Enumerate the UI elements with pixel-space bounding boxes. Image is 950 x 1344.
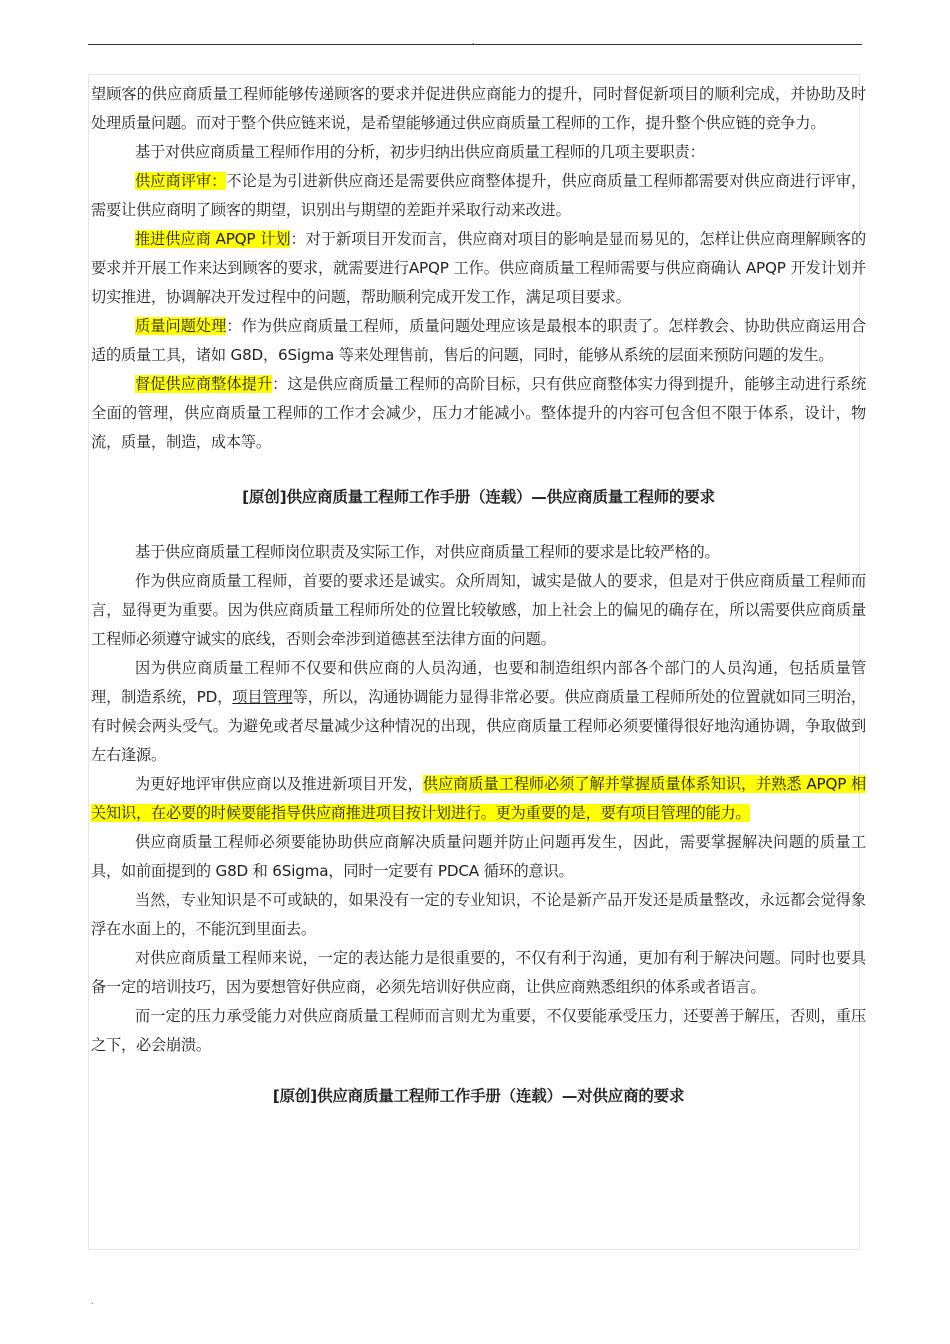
duty-text: ：对于新项目开发而言，供应商对项目的影响是显而易见的，怎样让供应商理解顾客的要求并开展工作来达到顾客的要求，就需要进行APQP 工作。供应商质量工程师需要与供应商确认 APQP 开发计划并切实推进，协调解决开发过程中的问题，帮助顺利完成开发工作，满足项目要求。	[91, 230, 866, 306]
duty-overall-improvement	[91, 370, 866, 457]
section-title-sqe-requirements: [原创]供应商质量工程师工作手册（连载）—供应商质量工程师的要求	[242, 488, 715, 506]
spacer	[91, 457, 866, 483]
duty-supplier-review	[91, 167, 866, 225]
paragraph-quality-tools: 供应商质量工程师必须要能协助供应商解决质量问题并防止问题再发生，因此，需要掌握解决问题的质量工具，如前面提到的 G8D 和 6Sigma，同时一定要有 PDCA 循环的意识。	[91, 833, 866, 880]
duty-quality-issues	[91, 312, 866, 370]
paragraph-expertise: 当然，专业知识是不可或缺的，如果没有一定的专业知识，不论是新产品开发还是质量整改，永远都会觉得象浮在水面上的，不能沉到里面去。	[91, 891, 866, 938]
paragraph-knowledge	[91, 770, 866, 828]
paragraph-communication	[91, 654, 866, 770]
paragraph-honesty: 作为供应商质量工程师，首要的要求还是诚实。众所周知，诚实是做人的要求，但是对于供应商质量工程师而言，显得更为重要。因为供应商质量工程师所处的位置比较敏感，加上社会上的偏见的确存在，所以需要供应商质量工程师必须遵守诚实的底线，否则会牵涉到道德甚至法律方面的问题。	[91, 572, 866, 648]
paragraph-intro: 望顾客的供应商质量工程师能够传递顾客的要求并促进供应商能力的提升，同时督促新项目的顺利完成，并协助及时处理质量问题。而对于整个供应链来说，是希望能够通过供应商质量工程师的工作，提升整个供应链的竞争力。	[91, 85, 866, 132]
header-rule	[88, 44, 862, 45]
highlight-knowledge: 供应商质量工程师必须了解并掌握质量体系知识，并熟悉 APQP 相关知识，在必要的时候要能指导供应商推进项目按计划进行。更为重要的是，要有项目管理的能力。	[91, 775, 867, 822]
highlight-term: 供应商评审：	[135, 172, 227, 190]
project-management-link[interactable]: 项目管理	[232, 688, 293, 706]
section-title-supplier-requirements: [原创]供应商质量工程师工作手册（连载）—对供应商的要求	[272, 1087, 685, 1105]
duty-text: 不论是为引进新供应商还是需要供应商整体提升，供应商质量工程师都需要对供应商进行评审，需要让供应商明了顾客的期望，识别出与期望的差距并采取行动来改进。	[91, 172, 866, 219]
spacer	[91, 512, 866, 538]
footer-dot: .	[91, 1297, 94, 1306]
highlight-term: 督促供应商整体提升	[135, 375, 273, 393]
text-run: 因为供应商质量工程师不仅要和供应商的人员沟通，也要和制造组织内部各个部门的人员沟通，包括质量管理，制造系统，PD，	[91, 659, 866, 706]
duty-text: ：作为供应商质量工程师，质量问题处理应该是最根本的职责了。怎样教会、协助供应商运用合适的质量工具，诸如 G8D，6Sigma 等来处理售前，售后的问题，同时，能够从系统的层面来预防问题的发生。	[91, 317, 866, 364]
text-run: 为更好地评审供应商以及推进新项目开发，	[135, 775, 423, 793]
spacer	[91, 1060, 866, 1082]
document-body	[91, 80, 866, 1111]
duty-text: ：这是供应商质量工程师的高阶目标，只有供应商整体实力得到提升，能够主动进行系统全面的管理，供应商质量工程师的工作才会减少，压力才能减小。整体提升的内容可包含但不限于体系，设计，物流，质量，制造，成本等。	[91, 375, 866, 451]
paragraph-pressure: 而一定的压力承受能力对供应商质量工程师而言则尤为重要，不仅要能承受压力，还要善于解压，否则，重压之下，必会崩溃。	[91, 1007, 866, 1054]
highlight-term: 质量问题处理	[135, 317, 227, 335]
paragraph-expression: 对供应商质量工程师来说，一定的表达能力是很重要的，不仅有利于沟通，更加有利于解决问题。同时也要具备一定的培训技巧，因为要想管好供应商，必须先培训好供应商，让供应商熟悉组织的体系或者语言。	[91, 949, 866, 996]
duty-apqp	[91, 225, 866, 312]
header-dot: .	[472, 37, 475, 46]
paragraph-requirements-lead: 基于供应商质量工程师岗位职责及实际工作，对供应商质量工程师的要求是比较严格的。	[135, 543, 720, 561]
paragraph-duties-lead: 基于对供应商质量工程师作用的分析，初步归纳出供应商质量工程师的几项主要职责：	[135, 143, 705, 161]
highlight-term: 推进供应商 APQP 计划	[135, 230, 291, 248]
text-run: 等，所以，沟通协调能力显得非常必要。供应商质量工程师所处的位置就如同三明治，有时候会两头受气。为避免或者尽量减少这种情况的出现，供应商质量工程师必须要懂得很好地沟通协调，争取做到左右逢源。	[91, 688, 866, 764]
